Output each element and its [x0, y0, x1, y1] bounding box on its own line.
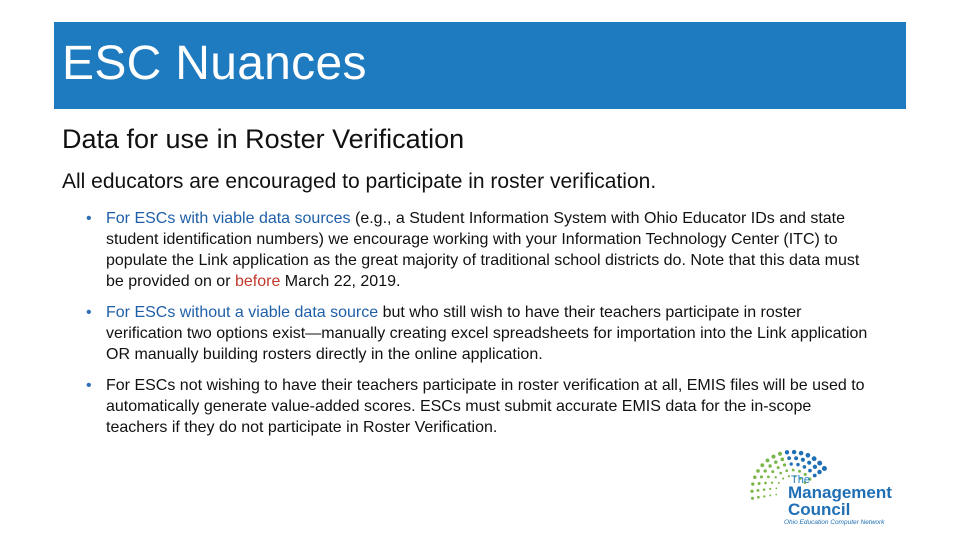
- logo-dot: [751, 497, 754, 500]
- page-title: ESC Nuances: [62, 37, 367, 90]
- logo-dot: [794, 456, 798, 460]
- bullet-icon: •: [86, 377, 92, 394]
- logo-dot: [780, 458, 784, 462]
- logo-dot: [760, 475, 763, 478]
- management-council-logo: [740, 440, 920, 532]
- logo-dot: [790, 462, 793, 465]
- bullet-highlight: For ESCs without a viable data source: [106, 304, 379, 321]
- logo-dot: [767, 476, 770, 479]
- logo-dot: [799, 451, 804, 456]
- logo-dot: [785, 450, 789, 454]
- logo-dot: [812, 456, 817, 461]
- logo-dot: [774, 476, 776, 478]
- logo-dot: [766, 458, 770, 462]
- bullet-text: but who still wish to have their teachers participate in roster verification two options exist—manually creating excel spreadsheets for importation into the Link application OR manually building rosters directly in the online application.: [106, 304, 868, 363]
- logo-the-text: The: [791, 474, 810, 486]
- logo-dot: [764, 469, 767, 472]
- logo-dot: [771, 470, 774, 473]
- logo-tagline: Ohio Education Computer Network: [784, 519, 885, 526]
- logo-dot: [813, 465, 817, 469]
- bullet-emphasis-red: before: [234, 273, 281, 290]
- logo-dot: [779, 472, 782, 475]
- logo-dot: [756, 469, 760, 473]
- logo-dot: [763, 488, 766, 491]
- logo-dot: [757, 496, 760, 499]
- logo-dot: [778, 482, 780, 484]
- logo-dot: [758, 482, 761, 485]
- logo-dot: [807, 461, 811, 465]
- logo-dot: [806, 453, 811, 458]
- logo-dot: [769, 494, 771, 496]
- title-bar: [54, 22, 906, 109]
- logo-dot: [768, 464, 771, 467]
- logo-dot: [775, 487, 777, 489]
- logo-dot: [813, 474, 817, 478]
- intro-text: All educators are encouraged to participate in roster verification.: [62, 170, 657, 193]
- logo-dot: [763, 495, 765, 497]
- bullet-item-not-participating: [86, 375, 876, 438]
- bullet-text-end: March 22, 2019.: [280, 273, 401, 290]
- logo-dot: [808, 469, 812, 473]
- bullet-icon: •: [86, 210, 92, 227]
- logo-dot: [777, 466, 780, 469]
- logo-dot: [751, 482, 754, 485]
- logo-name-line2: Council: [788, 500, 851, 519]
- logo-dot: [788, 475, 790, 477]
- bullet-text: (e.g., a Student Information System with Ohio Educator IDs and state student identification numbers) we encourage working with your Information Technology Center (ITC) to populate the Link application as the great majority of traditional school districts do. Note that this data must be provided on or: [106, 210, 860, 290]
- logo-dot: [769, 488, 771, 490]
- logo-name-line1: Management: [788, 483, 892, 502]
- logo-dot: [750, 490, 753, 493]
- logo-dot: [778, 452, 782, 456]
- logo-dot: [817, 470, 821, 474]
- logo-dot: [771, 455, 775, 459]
- logo-dot: [822, 466, 827, 471]
- logo-dot: [775, 494, 777, 496]
- logo-dot: [753, 476, 757, 480]
- bullet-item-viable-sources: [86, 208, 876, 292]
- logo-dot: [760, 463, 764, 467]
- logo-dot: [803, 465, 807, 469]
- logo-dot: [785, 469, 788, 472]
- logo-dot: [796, 463, 799, 466]
- bullet-icon: •: [86, 304, 92, 321]
- logo-dot: [792, 469, 795, 472]
- logo-dot: [757, 489, 760, 492]
- bullet-item-no-viable-source: [86, 302, 876, 365]
- logo-dot: [771, 482, 773, 484]
- bullet-list: [86, 208, 876, 448]
- logo-dot: [801, 458, 805, 462]
- logo-dot: [764, 482, 767, 485]
- logo-dot: [774, 460, 778, 464]
- bullet-text: For ESCs not wishing to have their teachers participate in roster verification at all, EMIS files will be used to automatically generate value-added scores. ESCs must submit accurate EMIS data for the in-scope teachers if they do not participate in Roster Verification.: [106, 377, 865, 436]
- logo-dot: [782, 478, 784, 480]
- logo-dot: [798, 470, 801, 473]
- bullet-highlight: For ESCs with viable data sources: [106, 210, 351, 227]
- logo-dot: [787, 456, 791, 460]
- logo-dot: [792, 450, 796, 454]
- logo-dot: [783, 463, 786, 466]
- subtitle: Data for use in Roster Verification: [62, 124, 465, 154]
- logo-dot: [817, 461, 822, 466]
